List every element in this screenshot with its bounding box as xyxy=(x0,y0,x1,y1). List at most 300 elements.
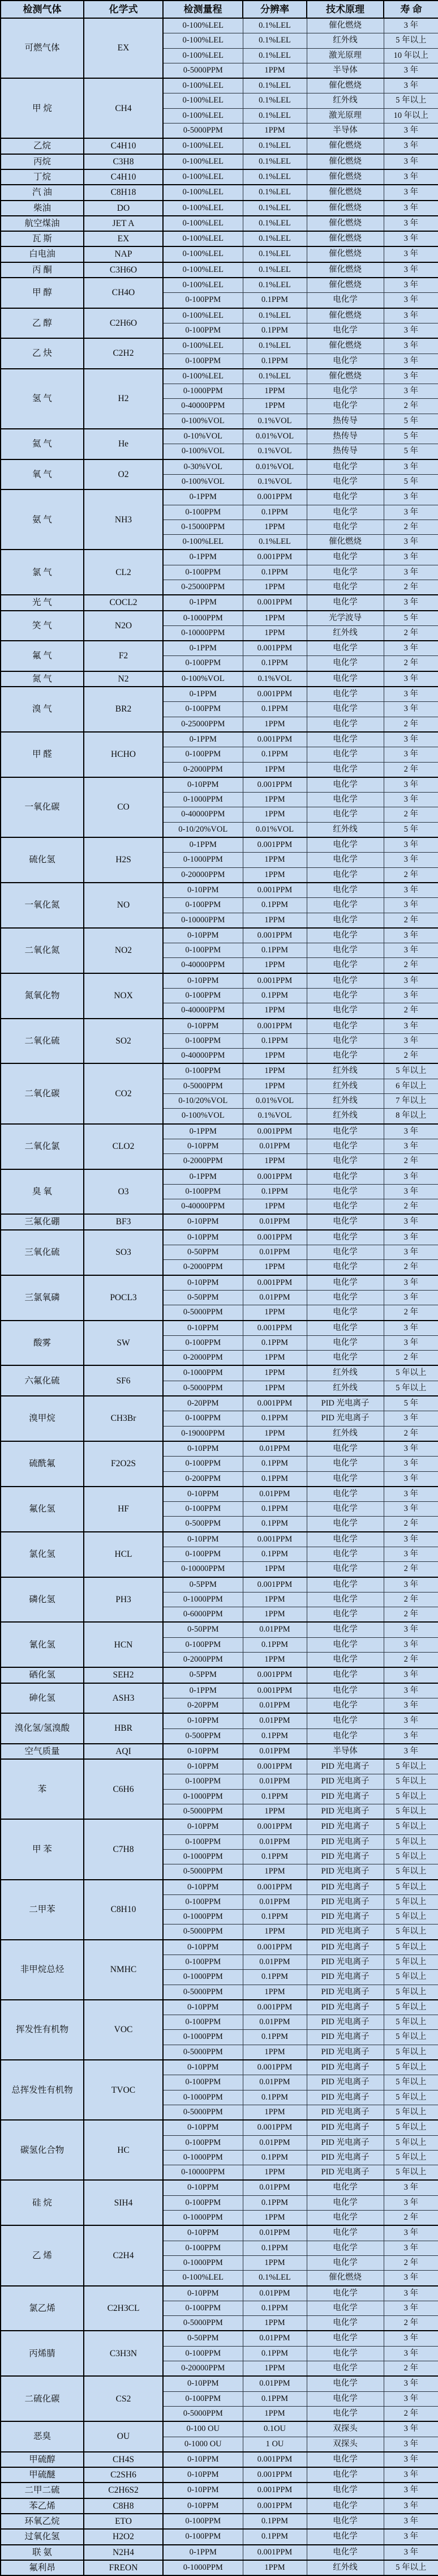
life-cell: 5 年以上 xyxy=(384,2560,438,2575)
life-cell: 3 年 xyxy=(384,1169,438,1185)
resolution-cell: 1PPM xyxy=(243,2045,307,2060)
formula-cell: C2H2 xyxy=(84,338,163,369)
table-row xyxy=(1,1214,438,1229)
life-cell: 5 年以上 xyxy=(384,1955,438,1970)
resolution-cell: 1PPM xyxy=(243,1199,307,1215)
principle-cell: 红外线 xyxy=(307,1365,384,1381)
formula-cell: NO xyxy=(84,883,163,928)
resolution-cell: 0.01%VOL xyxy=(243,822,307,837)
principle-cell: 激光原理 xyxy=(307,108,384,123)
resolution-cell: 0.1PPM xyxy=(243,1970,307,1985)
principle-cell: 电化学 xyxy=(307,1230,384,1245)
formula-cell: ASH3 xyxy=(84,1683,163,1714)
resolution-cell: 0.001PPM xyxy=(243,2060,307,2075)
formula-cell: CH4O xyxy=(84,278,163,308)
range-cell: 0-100PPM xyxy=(163,1955,243,1970)
table-row xyxy=(1,1667,438,1683)
life-cell: 3 年 xyxy=(384,2346,438,2361)
range-cell: 0-5000PPM xyxy=(163,2406,243,2421)
range-cell: 0-100PPM xyxy=(163,1184,243,1199)
life-cell: 5 年 xyxy=(384,429,438,444)
formula-cell: CO xyxy=(84,777,163,837)
table-row xyxy=(1,262,438,278)
life-cell: 3 年 xyxy=(384,2180,438,2195)
principle-cell: PID 光电离子 xyxy=(307,2075,384,2090)
range-cell: 0-1000PPM xyxy=(163,1910,243,1924)
principle-cell: 电化学 xyxy=(307,1577,384,1593)
life-cell: 3 年 xyxy=(384,2529,438,2544)
resolution-cell: 0.001PPM xyxy=(243,928,307,943)
resolution-cell: 0.1%LEL xyxy=(243,154,307,169)
principle-cell: PID 光电离子 xyxy=(307,1910,384,1924)
resolution-cell: 0.01PPM xyxy=(243,1774,307,1789)
principle-cell: 电化学 xyxy=(307,1049,384,1064)
gas-name-cell: 氰化氢 xyxy=(1,1622,84,1667)
column-header-range: 检测量程 xyxy=(163,1,243,18)
range-cell: 0-10PPM xyxy=(163,1321,243,1336)
gas-name-cell: 三氧化硫 xyxy=(1,1230,84,1275)
life-cell: 2 年 xyxy=(384,625,438,641)
table-row xyxy=(1,1532,438,1547)
formula-cell: FREON xyxy=(84,2560,163,2575)
range-cell: 0-1000PPM xyxy=(163,853,243,867)
range-cell: 0-5000PPM xyxy=(163,2045,243,2060)
life-cell: 3 年 xyxy=(384,2271,438,2286)
resolution-cell: 0.001PPM xyxy=(243,1667,307,1683)
resolution-cell: 0.001PPM xyxy=(243,1819,307,1834)
life-cell: 3 年 xyxy=(384,1019,438,1034)
table-row xyxy=(1,1744,438,1759)
principle-cell: 电化学 xyxy=(307,520,384,534)
principle-cell: 电化学 xyxy=(307,958,384,973)
life-cell: 5 年以上 xyxy=(384,1804,438,1820)
resolution-cell: 0.001PPM xyxy=(243,489,307,505)
resolution-cell: 1PPM xyxy=(243,2361,307,2377)
formula-cell: TVOC xyxy=(84,2060,163,2120)
principle-cell: PID 光电离子 xyxy=(307,1985,384,2000)
table-row xyxy=(1,2120,438,2135)
range-cell: 0-100PPM xyxy=(163,1063,243,1079)
range-cell: 0-1PPM xyxy=(163,595,243,610)
gas-name-cell: 氯化氢 xyxy=(1,1532,84,1577)
principle-cell: 电化学 xyxy=(307,1562,384,1577)
formula-cell: F2 xyxy=(84,641,163,671)
formula-cell: CH4S xyxy=(84,2452,163,2467)
gas-name-cell: 光 气 xyxy=(1,595,84,610)
resolution-cell: 0.01PPM xyxy=(243,2286,307,2301)
principle-cell: PID 光电离子 xyxy=(307,2120,384,2135)
life-cell: 3 年 xyxy=(384,216,438,231)
life-cell: 3 年 xyxy=(384,231,438,246)
range-cell: 0-40000PPM xyxy=(163,1199,243,1215)
formula-cell: VOC xyxy=(84,2000,163,2060)
resolution-cell: 1PPM xyxy=(243,1426,307,1441)
gas-name-cell: 溴甲烷 xyxy=(1,1396,84,1441)
life-cell: 3 年 xyxy=(384,1441,438,1457)
range-cell: 0-5000PPM xyxy=(163,1804,243,1820)
resolution-cell: 0.001PPM xyxy=(243,732,307,747)
principle-cell: 电化学 xyxy=(307,2255,384,2270)
resolution-cell: 0.1%VOL xyxy=(243,474,307,489)
principle-cell: PID 光电离子 xyxy=(307,1774,384,1789)
principle-cell: 半导体 xyxy=(307,124,384,139)
range-cell: 0-1000PPM xyxy=(163,1849,243,1864)
life-cell: 5 年以上 xyxy=(384,1759,438,1774)
formula-cell: C6H6 xyxy=(84,1759,163,1819)
principle-cell: 电化学 xyxy=(307,1622,384,1637)
resolution-cell: 1 OU xyxy=(243,2437,307,2452)
resolution-cell: 0.001PPM xyxy=(243,550,307,565)
table-row xyxy=(1,595,438,610)
resolution-cell: 1PPM xyxy=(243,1049,307,1064)
formula-cell: POCL3 xyxy=(84,1275,163,1321)
principle-cell: 电化学 xyxy=(307,747,384,762)
resolution-cell: 0.1%LEL xyxy=(243,262,307,278)
life-cell: 5 年以上 xyxy=(384,1365,438,1381)
resolution-cell: 0.001PPM xyxy=(243,1759,307,1774)
resolution-cell: 0.01PPM xyxy=(243,1290,307,1305)
principle-cell: 电化学 xyxy=(307,973,384,989)
resolution-cell: 1PPM xyxy=(243,1381,307,1396)
formula-cell: SO2 xyxy=(84,1019,163,1064)
resolution-cell: 0.01PPM xyxy=(243,1441,307,1457)
principle-cell: PID 光电离子 xyxy=(307,2045,384,2060)
range-cell: 0-100PPM xyxy=(163,1547,243,1561)
resolution-cell: 0.001PPM xyxy=(243,2000,307,2015)
table-row xyxy=(1,1577,438,1593)
range-cell: 0-100PPM xyxy=(163,2075,243,2090)
range-cell: 0-100PPM xyxy=(163,2241,243,2255)
formula-cell: COCL2 xyxy=(84,595,163,610)
resolution-cell: 0.001PPM xyxy=(243,883,307,898)
principle-cell: 电化学 xyxy=(307,1290,384,1305)
life-cell: 5 年以上 xyxy=(384,33,438,48)
life-cell: 3 年 xyxy=(384,1683,438,1698)
range-cell: 0-1000PPM xyxy=(163,611,243,626)
range-cell: 0-100PPM xyxy=(163,2015,243,2030)
table-row xyxy=(1,138,438,154)
gas-name-cell: 空气质量 xyxy=(1,1744,84,1759)
resolution-cell: 0.1PPM xyxy=(243,354,307,369)
gas-name-cell: 二氧化氮 xyxy=(1,928,84,973)
gas-name-cell: 三氯氧磷 xyxy=(1,1275,84,1321)
life-cell: 5 年以上 xyxy=(384,1910,438,1924)
resolution-cell: 0.1%LEL xyxy=(243,246,307,262)
table-row xyxy=(1,1321,438,1336)
range-cell: 0-1PPM xyxy=(163,2545,243,2560)
range-cell: 0-5PPM xyxy=(163,1577,243,1593)
formula-cell: HCL xyxy=(84,1532,163,1577)
formula-cell: NO2 xyxy=(84,928,163,973)
range-cell: 0-100PPM xyxy=(163,2391,243,2406)
resolution-cell: 0.1PPM xyxy=(243,747,307,762)
principle-cell: 催化燃烧 xyxy=(307,278,384,293)
principle-cell: 电化学 xyxy=(307,1457,384,1471)
gas-name-cell: 硒化氢 xyxy=(1,1667,84,1683)
table-row xyxy=(1,1230,438,1245)
life-cell: 3 年 xyxy=(384,278,438,293)
resolution-cell: 0.1PPM xyxy=(243,2195,307,2210)
range-cell: 0-100PPM xyxy=(163,293,243,308)
range-cell: 0-1000PPM xyxy=(163,1592,243,1607)
principle-cell: PID 光电离子 xyxy=(307,2000,384,2015)
formula-cell: N2 xyxy=(84,671,163,687)
table-row xyxy=(1,429,438,444)
resolution-cell: 0.01%VOL xyxy=(243,1094,307,1109)
resolution-cell: 1PPM xyxy=(243,762,307,777)
principle-cell: 电化学 xyxy=(307,1260,384,1275)
table-row xyxy=(1,1019,438,1034)
gas-name-cell: 乙 炔 xyxy=(1,338,84,369)
resolution-cell: 0.01PPM xyxy=(243,2376,307,2391)
range-cell: 0-100PPM xyxy=(163,354,243,369)
life-cell: 5 年以上 xyxy=(384,2060,438,2075)
life-cell: 5 年以上 xyxy=(384,1940,438,1955)
formula-cell: H2S xyxy=(84,837,163,883)
life-cell: 5 年以上 xyxy=(384,2075,438,2090)
life-cell: 5 年以上 xyxy=(384,1063,438,1079)
range-cell: 0-100PPM xyxy=(163,1033,243,1048)
range-cell: 0-100PPM xyxy=(163,1457,243,1471)
formula-cell: C8H10 xyxy=(84,1880,163,1940)
resolution-cell: 0.001PPM xyxy=(243,973,307,989)
range-cell: 0-1000PPM xyxy=(163,1789,243,1804)
formula-cell: SEH2 xyxy=(84,1667,163,1683)
resolution-cell: 1PPM xyxy=(243,2316,307,2331)
life-cell: 2 年 xyxy=(384,1592,438,1607)
table-row xyxy=(1,2483,438,2498)
principle-cell: 电化学 xyxy=(307,1502,384,1517)
resolution-cell: 1PPM xyxy=(243,1653,307,1668)
life-cell: 2 年 xyxy=(384,807,438,822)
range-cell: 0-10PPM xyxy=(163,1532,243,1547)
gas-name-cell: 溴 气 xyxy=(1,687,84,732)
range-cell: 0-100%LEL xyxy=(163,33,243,48)
principle-cell: 电化学 xyxy=(307,717,384,732)
resolution-cell: 1PPM xyxy=(243,520,307,534)
formula-cell: He xyxy=(84,429,163,459)
range-cell: 0-10PPM xyxy=(163,777,243,793)
principle-cell: 电化学 xyxy=(307,2180,384,2195)
table-row xyxy=(1,973,438,989)
gas-name-cell: 联 氨 xyxy=(1,2545,84,2560)
life-cell: 2 年 xyxy=(384,2316,438,2331)
gas-name-cell: 氢 气 xyxy=(1,369,84,429)
life-cell: 5 年以上 xyxy=(384,2150,438,2165)
gas-name-cell: 过氧化氢 xyxy=(1,2529,84,2544)
range-cell: 0-100%LEL xyxy=(163,216,243,231)
range-cell: 0-100PPM xyxy=(163,2346,243,2361)
range-cell: 0-1PPM xyxy=(163,641,243,656)
gas-name-cell: 乙 烯 xyxy=(1,2225,84,2285)
range-cell: 0-10PPM xyxy=(163,1487,243,1502)
range-cell: 0-40000PPM xyxy=(163,399,243,414)
resolution-cell: 0.1%LEL xyxy=(243,338,307,354)
resolution-cell: 0.001PPM xyxy=(243,2452,307,2467)
life-cell: 5 年以上 xyxy=(384,1789,438,1804)
range-cell: 0-100%LEL xyxy=(163,2271,243,2286)
principle-cell: PID 光电离子 xyxy=(307,1940,384,1955)
gas-name-cell: 甲 醇 xyxy=(1,278,84,308)
life-cell: 3 年 xyxy=(384,185,438,200)
resolution-cell: 0.01PPM xyxy=(243,1744,307,1759)
principle-cell: PID 光电离子 xyxy=(307,1894,384,1909)
principle-cell: 电化学 xyxy=(307,762,384,777)
gas-name-cell: 三氟化硼 xyxy=(1,1214,84,1229)
resolution-cell: 1PPM xyxy=(243,1154,307,1169)
table-row xyxy=(1,1063,438,1079)
resolution-cell: 0.1%VOL xyxy=(243,444,307,459)
resolution-cell: 0.1%LEL xyxy=(243,2271,307,2286)
resolution-cell: 0.1PPM xyxy=(243,1789,307,1804)
range-cell: 0-500PPM xyxy=(163,1517,243,1532)
resolution-cell: 1PPM xyxy=(243,1985,307,2000)
life-cell: 3 年 xyxy=(384,505,438,520)
range-cell: 0-10PPM xyxy=(163,2286,243,2301)
range-cell: 0-5000PPM xyxy=(163,1985,243,2000)
life-cell: 3 年 xyxy=(384,1744,438,1759)
table-row xyxy=(1,1759,438,1774)
principle-cell: 电化学 xyxy=(307,1592,384,1607)
resolution-cell: 0.001PPM xyxy=(243,1321,307,1336)
table-row xyxy=(1,2545,438,2560)
resolution-cell: 0.1PPM xyxy=(243,1411,307,1426)
gas-name-cell: 丙烷 xyxy=(1,154,84,169)
life-cell: 3 年 xyxy=(384,2225,438,2241)
formula-cell: SW xyxy=(84,1321,163,1366)
principle-cell: PID 光电离子 xyxy=(307,2135,384,2150)
resolution-cell: 0.1%LEL xyxy=(243,535,307,550)
formula-cell: EX xyxy=(84,231,163,246)
gas-name-cell: 一氧化碳 xyxy=(1,777,84,837)
gas-name-cell: 二氧化碳 xyxy=(1,1063,84,1123)
life-cell: 3 年 xyxy=(384,1667,438,1683)
range-cell: 0-30%VOL xyxy=(163,459,243,475)
range-cell: 0-10PPM xyxy=(163,2452,243,2467)
resolution-cell: 0.1PPM xyxy=(243,2301,307,2315)
formula-cell: HF xyxy=(84,1487,163,1532)
formula-cell: H2 xyxy=(84,369,163,429)
gas-name-cell: 一氧化氮 xyxy=(1,883,84,928)
gas-name-cell: 甲硫醇 xyxy=(1,2452,84,2467)
life-cell: 3 年 xyxy=(384,973,438,989)
life-cell: 3 年 xyxy=(384,308,438,323)
principle-cell: 催化燃烧 xyxy=(307,154,384,169)
life-cell: 5 年以上 xyxy=(384,1381,438,1396)
gas-name-cell: 甲 烷 xyxy=(1,78,84,138)
resolution-cell: 0.01PPM xyxy=(243,2015,307,2030)
range-cell: 0-50PPM xyxy=(163,1245,243,1260)
table-row xyxy=(1,1683,438,1698)
resolution-cell: 0.01PPM xyxy=(243,2135,307,2150)
range-cell: 0-10000PPM xyxy=(163,1562,243,1577)
resolution-cell: 1PPM xyxy=(243,580,307,595)
gas-name-cell: 氯乙烯 xyxy=(1,2286,84,2331)
range-cell: 0-10PPM xyxy=(163,973,243,989)
life-cell: 3 年 xyxy=(384,1487,438,1502)
resolution-cell: 0.1PPM xyxy=(243,2346,307,2361)
life-cell: 3 年 xyxy=(384,338,438,354)
range-cell: 0-5000PPM xyxy=(163,1864,243,1880)
principle-cell: 电化学 xyxy=(307,928,384,943)
principle-cell: 电化学 xyxy=(307,1698,384,1713)
table-row xyxy=(1,246,438,262)
resolution-cell: 0.001PPM xyxy=(243,2483,307,2498)
range-cell: 0-1PPM xyxy=(163,732,243,747)
principle-cell: 电化学 xyxy=(307,1637,384,1652)
life-cell: 2 年 xyxy=(384,762,438,777)
range-cell: 0-50PPM xyxy=(163,1290,243,1305)
life-cell: 3 年 xyxy=(384,853,438,867)
life-cell: 8 年以上 xyxy=(384,1109,438,1124)
range-cell: 0-10PPM xyxy=(163,928,243,943)
resolution-cell: 1PPM xyxy=(243,1063,307,1079)
life-cell: 3 年 xyxy=(384,1139,438,1153)
life-cell: 3 年 xyxy=(384,793,438,807)
column-header-life: 寿 命 xyxy=(384,1,438,18)
resolution-cell: 1PPM xyxy=(243,853,307,867)
principle-cell: 电化学 xyxy=(307,883,384,898)
life-cell: 3 年 xyxy=(384,732,438,747)
header-row xyxy=(1,1,438,18)
resolution-cell: 0.001PPM xyxy=(243,1683,307,1698)
resolution-cell: 1PPM xyxy=(243,1365,307,1381)
resolution-cell: 0.1PPM xyxy=(243,2529,307,2544)
table-row xyxy=(1,338,438,354)
life-cell: 3 年 xyxy=(384,1532,438,1547)
principle-cell: PID 光电离子 xyxy=(307,1864,384,1880)
principle-cell: 催化燃烧 xyxy=(307,216,384,231)
resolution-cell: 0.01PPM xyxy=(243,2075,307,2090)
life-cell: 3 年 xyxy=(384,777,438,793)
life-cell: 3 年 xyxy=(384,2376,438,2391)
resolution-cell: 0.1PPM xyxy=(243,2090,307,2105)
life-cell: 3 年 xyxy=(384,2195,438,2210)
range-cell: 0-5000PPM xyxy=(163,63,243,78)
range-cell: 0-100%VOL xyxy=(163,474,243,489)
principle-cell: 催化燃烧 xyxy=(307,262,384,278)
table-row xyxy=(1,1880,438,1895)
resolution-cell: 1PPM xyxy=(243,1562,307,1577)
range-cell: 0-100PPM xyxy=(163,747,243,762)
resolution-cell: 0.001PPM xyxy=(243,1940,307,1955)
resolution-cell: 1PPM xyxy=(243,2560,307,2575)
principle-cell: 电化学 xyxy=(307,1321,384,1336)
principle-cell: PID 光电离子 xyxy=(307,1411,384,1426)
resolution-cell: 0.01PPM xyxy=(243,1214,307,1229)
resolution-cell: 0.1%LEL xyxy=(243,185,307,200)
range-cell: 0-2000PPM xyxy=(163,1154,243,1169)
resolution-cell: 0.1PPM xyxy=(243,1910,307,1924)
life-cell: 5 年 xyxy=(384,611,438,626)
life-cell: 3 年 xyxy=(384,2483,438,2498)
formula-cell: C3H6O xyxy=(84,262,163,278)
resolution-cell: 0.1%LEL xyxy=(243,93,307,108)
principle-cell: 电化学 xyxy=(307,2331,384,2346)
principle-cell: 电化学 xyxy=(307,2483,384,2498)
table-row xyxy=(1,78,438,93)
table-body xyxy=(1,18,438,2575)
formula-cell: CLO2 xyxy=(84,1124,163,1169)
gas-name-cell: 二甲苯 xyxy=(1,1880,84,1940)
formula-cell: C2H6O xyxy=(84,308,163,339)
formula-cell: ETO xyxy=(84,2514,163,2529)
principle-cell: 红外线 xyxy=(307,1063,384,1079)
resolution-cell: 0.1PPM xyxy=(243,2030,307,2045)
formula-cell: H2O2 xyxy=(84,2529,163,2544)
range-cell: 0-19000PPM xyxy=(163,1426,243,1441)
principle-cell: PID 光电离子 xyxy=(307,2030,384,2045)
